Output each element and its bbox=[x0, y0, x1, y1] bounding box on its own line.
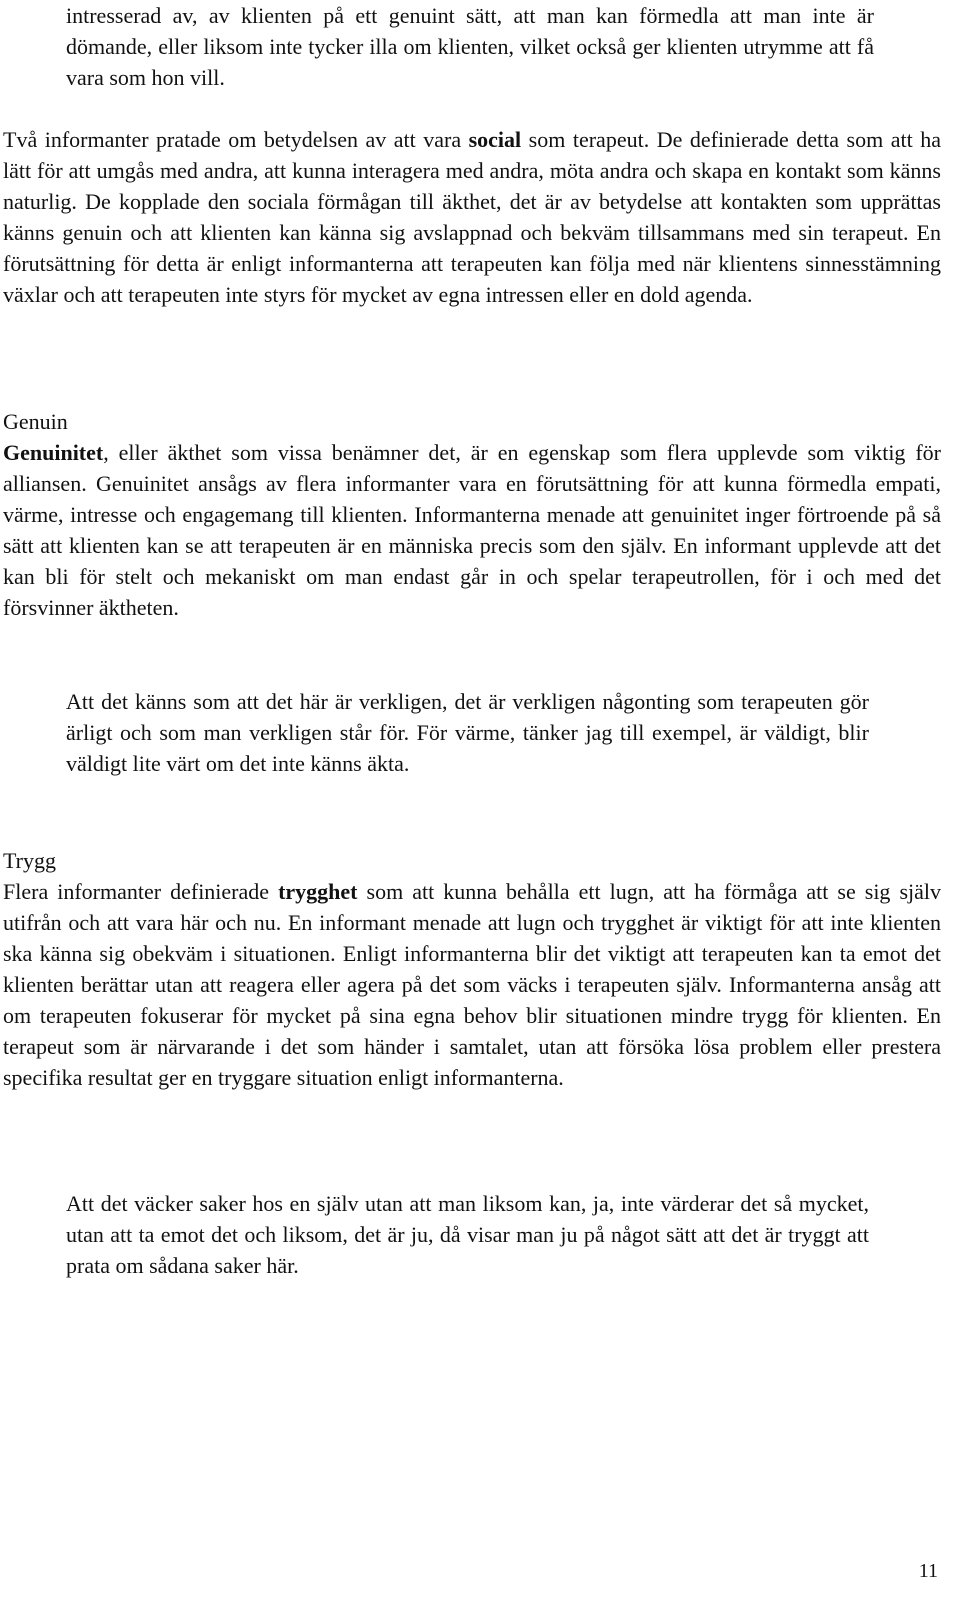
trygg-section bbox=[3, 845, 941, 1093]
genuin-quote: Att det känns som att det här är verkligen, det är verkligen någonting som terapeuten gör ärligt och som man verkligen står för. För värme, tänker jag till exempel, är väldigt, blir väldigt lite värt om det inte känns äkta. bbox=[66, 689, 869, 776]
trygg-post: som att kunna behålla ett lugn, att ha förmåga att se sig själv utifrån och att vara här och nu. En informant menade att lugn och trygghet är viktigt för att inte klienten ska känna sig obekväm i situationen. Enligt informanterna blir det viktigt att terapeuten kan ta emot det klienten berättar utan att reagera eller agera på det som väcks i terapeuten själv. Informanterna ansåg att om terapeuten fokuserar för mycket på sina egna behov blir situationen mindre trygg för klienten. En terapeut som är närvarande i det som händer i samtalet, utan att försöka lösa problem eller prestera specifika resultat ger en tryggare situation enligt informanterna. bbox=[3, 879, 942, 1090]
genuin-paragraph bbox=[3, 437, 941, 623]
trygg-quote: Att det väcker saker hos en själv utan att man liksom kan, ja, inte värderar det så mycket, utan att ta emot det och liksom, det är ju, då visar man ju på något sätt att det är tryggt att prata om sådana saker här. bbox=[66, 1191, 869, 1278]
social-post: som terapeut. De definierade detta som att ha lätt för att umgås med andra, att kunna interagera med andra, möta andra och skapa en kontakt som känns naturlig. De kopplade den sociala förmågan till äkthet, det är av betydelse att kontakten som upprättas känns genuin och att klienten kan känna sig avslappnad och bekväm tillsammans med sin terapeut. En förutsättning för detta är enligt informanterna att terapeuten kan följa med när klientens sinnesstämning växlar och att terapeuten inte styrs för mycket av egna intressen eller en dold agenda. bbox=[3, 127, 941, 307]
trygg-pre: Flera informanter definierade bbox=[3, 879, 279, 904]
intro-paragraph bbox=[3, 0, 941, 93]
genuin-post: , eller äkthet som vissa benämner det, är en egenskap som flera upplevde som viktig för alliansen. Genuinitet ansågs av flera informanter vara en förutsättning för att kunna förmedla empati, värme, intresse och engagemang till klienten. Informanterna menade att genuinitet inger förtroende på så sätt att klienten kan se att terapeuten är en människa precis som den själv. En informant upplevde att det kan bli för stelt och mekaniskt om man endast går in och spelar terapeutrollen, för i och med det försvinner äktheten. bbox=[3, 440, 941, 620]
trygg-paragraph bbox=[3, 876, 941, 1093]
social-section bbox=[3, 124, 941, 310]
social-pre: Två informanter pratade om betydelsen av att vara bbox=[3, 127, 469, 152]
genuin-section bbox=[3, 406, 941, 623]
social-paragraph bbox=[3, 124, 941, 310]
section-heading-trygg: Trygg bbox=[3, 848, 56, 873]
trygg-term: trygghet bbox=[278, 879, 358, 904]
genuin-term: Genuinitet bbox=[3, 440, 104, 465]
intro-text: intresserad av, av klienten på ett genuint sätt, att man kan förmedla att man inte är dömande, eller liksom inte tycker illa om klienten, vilket också ger klienten utrymme att få vara som hon vill. bbox=[66, 3, 874, 90]
social-term: social bbox=[468, 127, 522, 152]
section-heading-genuin: Genuin bbox=[3, 409, 68, 434]
page-number: 11 bbox=[918, 1560, 938, 1582]
